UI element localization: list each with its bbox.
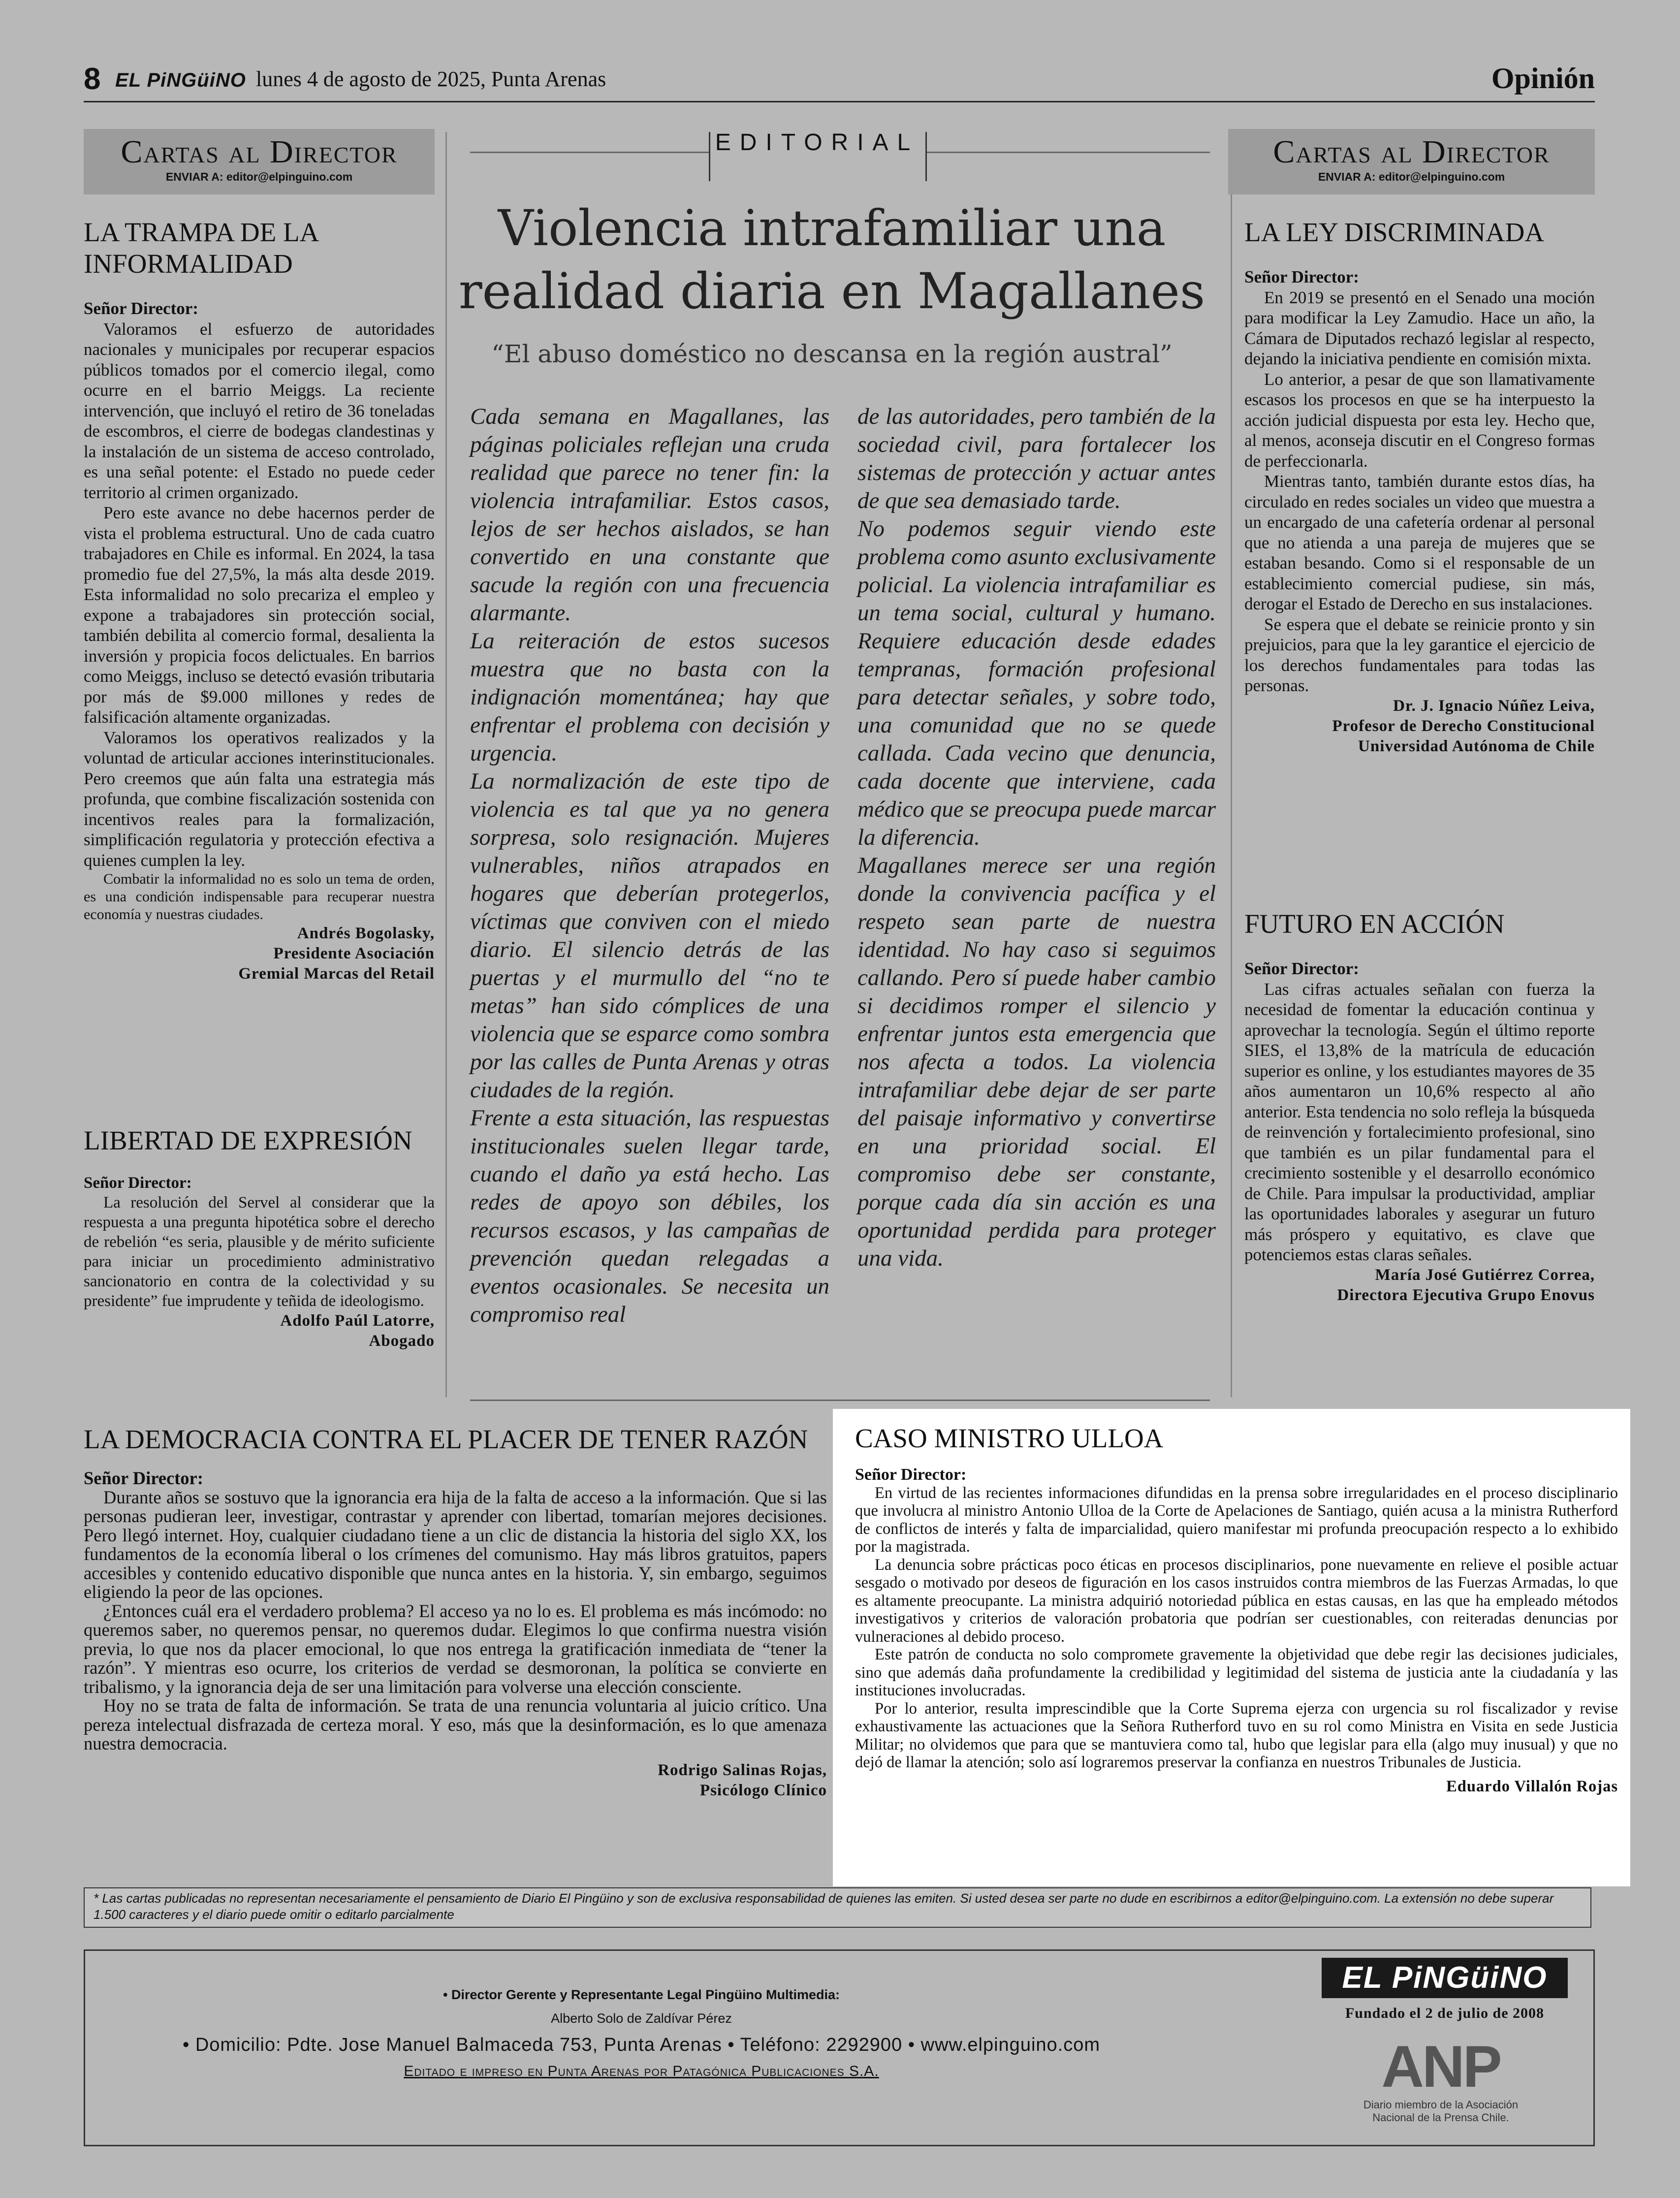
signature-title: Directora Ejecutiva Grupo Enovus bbox=[1337, 1286, 1595, 1304]
paragraph: La resolución del Servel al considerar que la respuesta a una pregunta hipotética sobre el derecho de rebelión “es seria, plausible y de mérito suficiente para iniciar un procedimiento administrativo sancionatorio en contra de la colectividad y su presidente” fue imprudente y teñida de ideologismo. bbox=[84, 1194, 435, 1310]
editorial-rule bbox=[927, 152, 1210, 153]
anp-badge bbox=[1357, 2035, 1524, 2124]
paragraph: Este patrón de conducta no solo compromete gravemente la objetividad que debe regir las decisiones judiciales, sino que además daña profundamente la credibilidad y legitimidad del sistema de justicia ante la ciudadanía y las instituciones involucradas. bbox=[855, 1646, 1618, 1699]
paragraph: Magallanes merece ser una región donde la convivencia pacífica y el respeto sean parte de nuestra identidad. No hay caso si seguimos callando. Pero sí puede haber cambio si decidimos romper el silencio y enfrentar juntos esta emergencia que nos afecta a todos. La violencia intrafamiliar debe dejar de ser parte del paisaje informativo y convertirse en una prioridad social. El compromiso debe ser constante, porque cada día sin acción es una oportunidad perdida para proteger una vida. bbox=[857, 853, 1216, 1271]
paragraph: ¿Entonces cuál era el verdadero problema? El acceso ya no lo es. El problema es más incómodo: no queremos saber, no queremos pensar, no queremos dudar. Elegimos lo que confirma nuestra visión previa, lo que nos da placer emocional, lo que nos entrega la gratificación inmediata de “tener la razón”. Y mientras eso ocurre, los criterios de verdad se desmoronan, la política se convierte en tribalismo, y la ignorancia deja de ser una limitación para volverse una elección consciente. bbox=[84, 1600, 827, 1697]
paragraph: Durante años se sostuvo que la ignorancia era hija de la falta de acceso a la información. Que si las personas pudieran leer, investigar, contrastar y aprender con libertad, tomarían mejores decisiones. Pero llegó internet. Hoy, cualquier ciudadano tiene a un clic de distancia la historia del siglo XX, los fundamentos de la economía liberal o los crímenes del comunismo. Hay más libros gratuitos, papers accesibles y contenido educativo disponible que nunca antes en la historia. Y, sin embargo, seguimos eligiendo la peor de las opciones. bbox=[84, 1487, 827, 1602]
cartas-box-left bbox=[84, 129, 435, 194]
paragraph: Lo anterior, a pesar de que son llamativamente escasos los procesos en que se ha interpuesto la acción judicial dispuesta por esta ley. Hecho que, al menos, aconseja discutir en el Congreso formas de perfeccionarla. bbox=[1244, 369, 1595, 471]
salutation: Señor Director: bbox=[84, 1174, 192, 1192]
page-header bbox=[84, 62, 1595, 102]
editorial-title: Violencia intrafamiliar una realidad diaria en Magallanes bbox=[458, 199, 1205, 320]
founded-line: Fundado el 2 de julio de 2008 bbox=[1345, 2005, 1545, 2021]
editorial-label-bar bbox=[925, 132, 927, 181]
paragraph: Valoramos los operativos realizados y la voluntad de articular acciones interinstitucionales. Pero creemos que aún falta una estrategia más profunda, que combine fiscalización sostenida con incentivos reales para la formalización, simplificación regulatoria y protección efectiva a quienes cumplen la ley. bbox=[84, 728, 435, 870]
letter-heading: LIBERTAD DE EXPRESIÓN bbox=[84, 1125, 412, 1155]
cartas-box-right bbox=[1228, 129, 1595, 194]
signature-name: Eduardo Villalón Rojas bbox=[1446, 1777, 1618, 1795]
signature-name: Rodrigo Salinas Rojas, bbox=[658, 1761, 827, 1779]
signature-name: Andrés Bogolasky, bbox=[297, 924, 435, 942]
signature-title: Presidente Asociación bbox=[273, 945, 435, 962]
letter-heading: LA TRAMPA DE LA INFORMALIDAD bbox=[84, 217, 318, 279]
paragraph: Combatir la informalidad no es solo un tema de orden, es una condición indispensable para recuperar nuestra economía y nuestras ciudades. bbox=[84, 871, 435, 923]
paragraph: Hoy no se trata de falta de información. Se trata de una renuncia voluntaria al juicio crítico. Una pereza intelectual disfrazada de certeza moral. Y eso, más que la desinformación, es lo que amenaza nuestra democracia. bbox=[84, 1695, 827, 1753]
editorial-column-1 bbox=[470, 403, 829, 1329]
anp-text: Diario miembro de la Asociación bbox=[1363, 2099, 1519, 2111]
salutation: Señor Director: bbox=[855, 1465, 967, 1484]
anp-text: Nacional de la Prensa Chile. bbox=[1372, 2111, 1509, 2124]
letter-informalidad bbox=[84, 217, 435, 984]
paragraph: Las cifras actuales señalan con fuerza la necesidad de fomentar la educación continua y aprovechar la tecnología. Según el último reporte SIES, el 13,8% de la matrícula de educación superior es online, y los estudiantes mayores de 35 años aumentaron un 10,6% respecto al año anterior. Esta tendencia no solo refleja la búsqueda de reinvención y fortalecimiento profesional, sino que también es un pilar fundamental para el crecimiento sostenible y el desarrollo económico de Chile. Para impulsar la productividad, ampliar las oportunidades laborales y asegurar un futuro más próspero y equitativo, es clave que potenciemos estas claras señales. bbox=[1244, 979, 1595, 1264]
section-title: Opinión bbox=[1491, 62, 1595, 95]
signature-name: Adolfo Paúl Latorre, bbox=[280, 1312, 435, 1330]
signature-org: Gremial Marcas del Retail bbox=[238, 965, 435, 983]
letter-ley-discriminada bbox=[1244, 217, 1595, 757]
date-line: lunes 4 de agosto de 2025, Punta Arenas bbox=[256, 67, 606, 91]
letter-caso-ulloa bbox=[833, 1409, 1630, 1886]
letter-heading: LA DEMOCRACIA CONTRA EL PLACER DE TENER RAZÓN bbox=[84, 1424, 808, 1454]
salutation: Señor Director: bbox=[1244, 959, 1359, 978]
editorial-label: EDITORIAL bbox=[715, 129, 919, 156]
paragraph: Pero este avance no debe hacernos perder de vista el problema estructural. Uno de cada cuatro trabajadores en Chile es informal. En 2024, la tasa promedio fue del 27,5%, la más alta desde 2019. Esta informalidad no solo precariza el empleo y expone a trabajadores sin protección social, también debilita al comercio formal, desalienta la inversión y propicia focos delictuales. En barrios como Meiggs, incluso se detectó evasión tributaria por más de $9.000 millones y redes de falsificación altamente organizadas. bbox=[84, 503, 435, 727]
disclaimer: * Las cartas publicadas no representan necesariamente el pensamiento de Diario El Pingüino y son de exclusiva responsabilidad de quienes las emiten. Si usted desea ser parte no dude en escribirnos a editor@elpinguino.com. La extensión no debe superar 1.500 caracteres y el diario puede omitir o editarlo parcialmente bbox=[84, 1887, 1591, 1928]
signature-title: Abogado bbox=[369, 1332, 435, 1350]
cartas-email: ENVIAR A: editor@elpinguino.com bbox=[1318, 170, 1505, 183]
column-divider bbox=[1231, 132, 1232, 1397]
footer-box bbox=[84, 1949, 1595, 2146]
salutation: Señor Director: bbox=[84, 299, 198, 318]
paragraph: Se espera que el debate se reinicie pronto y sin prejuicios, para que la ley garantice el ejercicio de los derechos fundamentales para todas las personas. bbox=[1244, 614, 1595, 695]
editorial-label-bar bbox=[709, 132, 710, 181]
paragraph: de las autoridades, pero también de la sociedad civil, para fortalecer los sistemas de protección y actuar antes de que sea demasiado tarde. bbox=[857, 404, 1216, 513]
paragraph: En virtud de las recientes informaciones difundidas en la prensa sobre irregularidades en el proceso disciplinario que involucra al ministro Antonio Ulloa de la Corte de Apelaciones de Santiago, quién acusa a la ministra Rutherford de conflictos de interés y falta de imparcialidad, quiero manifestar mi profunda preocupación respecto a lo exhibido por la magistrada. bbox=[855, 1484, 1618, 1556]
editorial-rule bbox=[470, 152, 709, 153]
editorial-subtitle: “El abuso doméstico no descansa en la región austral” bbox=[491, 340, 1173, 368]
letter-futuro bbox=[1244, 908, 1595, 1306]
paragraph: La normalización de este tipo de violencia es tal que ya no genera sorpresa, solo resignación. Mujeres vulnerables, niños atrapados en hogares que deberían protegerlos, víctimas que conviven con el miedo diario. El silencio detrás de las puertas y el murmullo del “no te metas” han sido cómplices de una violencia que se esparce como sombra por las calles de Punta Arenas y otras ciudades de la región. bbox=[470, 768, 829, 1103]
cartas-title: Cartas al Director bbox=[1273, 134, 1550, 170]
director-name: Alberto Solo de Zaldívar Pérez bbox=[551, 2011, 732, 2026]
editorial-column-2 bbox=[857, 403, 1216, 1273]
paragraph: Mientras tanto, también durante estos días, ha circulado en redes sociales un video que muestra a un encargado de una cafetería ordenar al personal que no atienda a una pareja de mujeres que se estaban besando. Como si el responsable de un establecimiento comercial pudiese, sin más, derogar el Estado de Derecho en sus instalaciones. bbox=[1244, 472, 1595, 613]
editorial-bottom-rule bbox=[470, 1400, 1210, 1401]
salutation: Señor Director: bbox=[1244, 267, 1359, 287]
masthead-brand: EL PiNGüiNO bbox=[115, 69, 246, 91]
paragraph: Valoramos el esfuerzo de autoridades nacionales y municipales por recuperar espacios públicos tomados por el comercio ilegal, como ocurre en el barrio Meiggs. La reciente intervención, que incluyó el retiro de 36 toneladas de escombros, el cierre de bodegas clandestinas y la instalación de un sistema de acceso controlado, es una señal potente: el Estado no puede ceder territorio al crimen organizado. bbox=[84, 319, 435, 502]
page-number: 8 bbox=[84, 62, 101, 96]
paragraph: En 2019 se presentó en el Senado una moción para modificar la Ley Zamudio. Hace un año, la Cámara de Diputados rechazó legislar al respecto, dejando la iniciativa pendiente en comisión mixta. bbox=[1244, 287, 1595, 368]
paragraph: La denuncia sobre prácticas poco éticas en procesos disciplinarios, pone nuevamente en relieve el posible actuar sesgado o motivado por deseos de figuración en los casos instruidos contra miembros de las Fuerzas Armadas, lo que es altamente preocupante. La ministra adquirió notoriedad pública en estas causas, en las que ha empleado métodos investigativos y criterios de valoración probatoria que podrían ser cuestionables, con reiteradas denuncias por vulneraciones al debido proceso. bbox=[855, 1556, 1618, 1646]
letter-libertad bbox=[84, 1125, 435, 1351]
signature-title: Psicólogo Clínico bbox=[699, 1781, 827, 1799]
footer-logo: EL PiNGüiNO bbox=[1322, 1958, 1568, 1998]
signature-name: Dr. J. Ignacio Núñez Leiva, bbox=[1393, 697, 1595, 715]
signature-org: Universidad Autónoma de Chile bbox=[1358, 737, 1595, 755]
column-divider bbox=[445, 132, 447, 1397]
cartas-title: Cartas al Director bbox=[121, 134, 398, 170]
paragraph: Frente a esta situación, las respuestas institucionales suelen llegar tarde, cuando el daño ya está hecho. Las redes de apoyo son débiles, los recursos escasos, y las campañas de prevención quedan relegadas a eventos ocasionales. Se necesita un compromiso real bbox=[470, 1105, 829, 1327]
letter-heading: FUTURO EN ACCIÓN bbox=[1244, 909, 1505, 939]
printed-line: Editado e impreso en Punta Arenas por Patagónica Publicaciones S.A. bbox=[404, 2063, 879, 2079]
letter-heading: LA LEY DISCRIMINADA bbox=[1244, 217, 1545, 247]
anp-logo: ANP bbox=[1381, 2034, 1500, 2100]
letter-democracia bbox=[84, 1424, 827, 1801]
cartas-email: ENVIAR A: editor@elpinguino.com bbox=[165, 170, 353, 183]
address-line: • Domicilio: Pdte. Jose Manuel Balmaceda 753, Punta Arenas • Teléfono: 2292900 • www.elpinguino.com bbox=[182, 2035, 1101, 2055]
paragraph: Por lo anterior, resulta imprescindible que la Corte Suprema ejerza con urgencia su rol fiscalizador y revise exhaustivamente las actuaciones que la Señora Rutherford tuvo en su rol como Ministra en Visita en sede Justicia Militar; no olvidemos que para que se mantuviera como tal, hubo que legislar para ella (algo muy inusual) y que no dejó de llamar la atención; solo así lograremos preservar la confianza en nuestros Tribunales de Justicia. bbox=[855, 1699, 1618, 1771]
letter-heading: CASO MINISTRO ULLOA bbox=[855, 1423, 1164, 1453]
paragraph: No podemos seguir viendo este problema como asunto exclusivamente policial. La violencia intrafamiliar es un tema social, cultural y humano. Requiere educación desde edades tempranas, formación profesional para detectar señales, y sobre todo, una comunidad que no se quede callada. Cada vecino que denuncia, cada docente que interviene, cada médico que se preocupa puede marcar la diferencia. bbox=[857, 516, 1216, 850]
director-label: • Director Gerente y Representante Legal Pingüino Multimedia: bbox=[443, 1987, 840, 2002]
paragraph: La reiteración de estos sucesos muestra que no basta con la indignación momentánea; hay que enfrentar el problema con decisión y urgencia. bbox=[470, 628, 829, 766]
salutation: Señor Director: bbox=[84, 1468, 203, 1488]
signature-title: Profesor de Derecho Constitucional bbox=[1332, 717, 1595, 735]
signature-name: María José Gutiérrez Correa, bbox=[1375, 1266, 1595, 1284]
paragraph: Cada semana en Magallanes, las páginas policiales reflejan una cruda realidad que parece no tener fin: la violencia intrafamiliar. Estos casos, lejos de ser hechos aislados, se han convertido en una constante que sacude la región con una frecuencia alarmante. bbox=[470, 404, 829, 626]
